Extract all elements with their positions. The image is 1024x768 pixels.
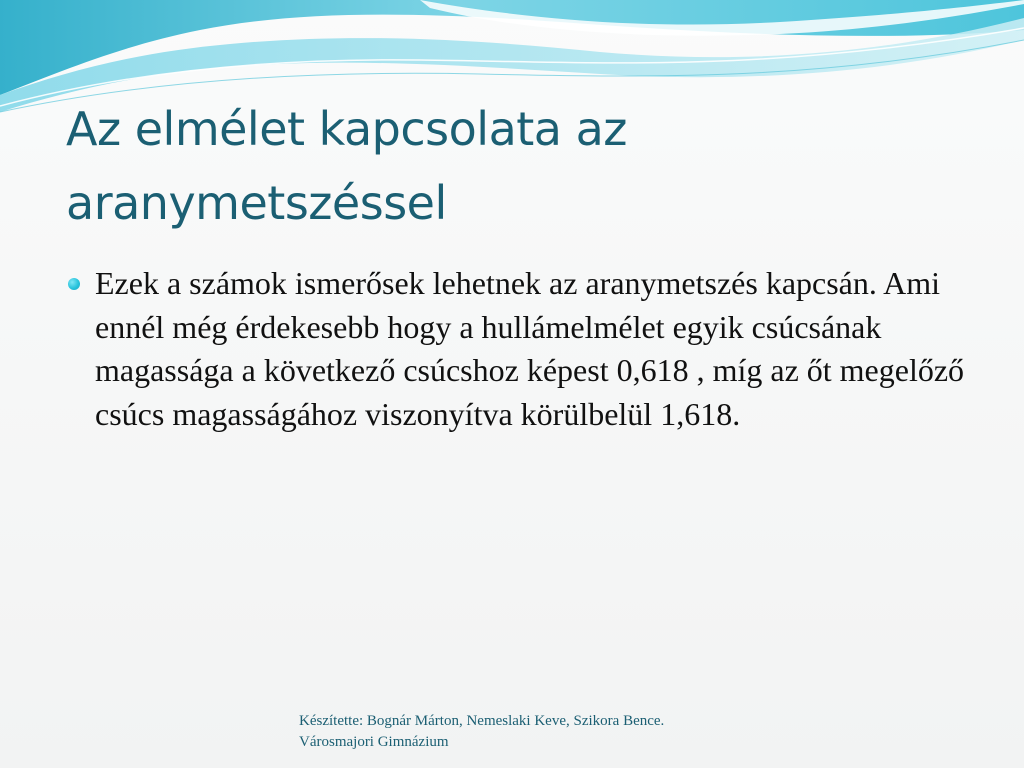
bullet-text: Ezek a számok ismerősek lehetnek az aranymetszés kapcsán. Ami ennél még érdekesebb hogy a hullámelmélet egyik csúcsának magassága a következő csúcshoz képest 0,618 , míg az őt megelőző csúcs magasságához viszonyítva körülbelül 1,618. — [95, 265, 965, 432]
bullet-dot-icon — [68, 278, 80, 290]
slide-title — [66, 92, 966, 240]
bullet-item — [66, 262, 966, 436]
slide-title-line-2: aranymetszéssel — [66, 176, 447, 230]
footer — [299, 711, 799, 753]
footer-authors: Készítette: Bognár Márton, Nemeslaki Keve, Szikora Bence. — [299, 713, 665, 729]
footer-school: Városmajori Gimnázium — [299, 734, 449, 750]
slide-title-line-1: Az elmélet kapcsolata az — [66, 102, 627, 156]
bullet-list — [66, 262, 966, 436]
